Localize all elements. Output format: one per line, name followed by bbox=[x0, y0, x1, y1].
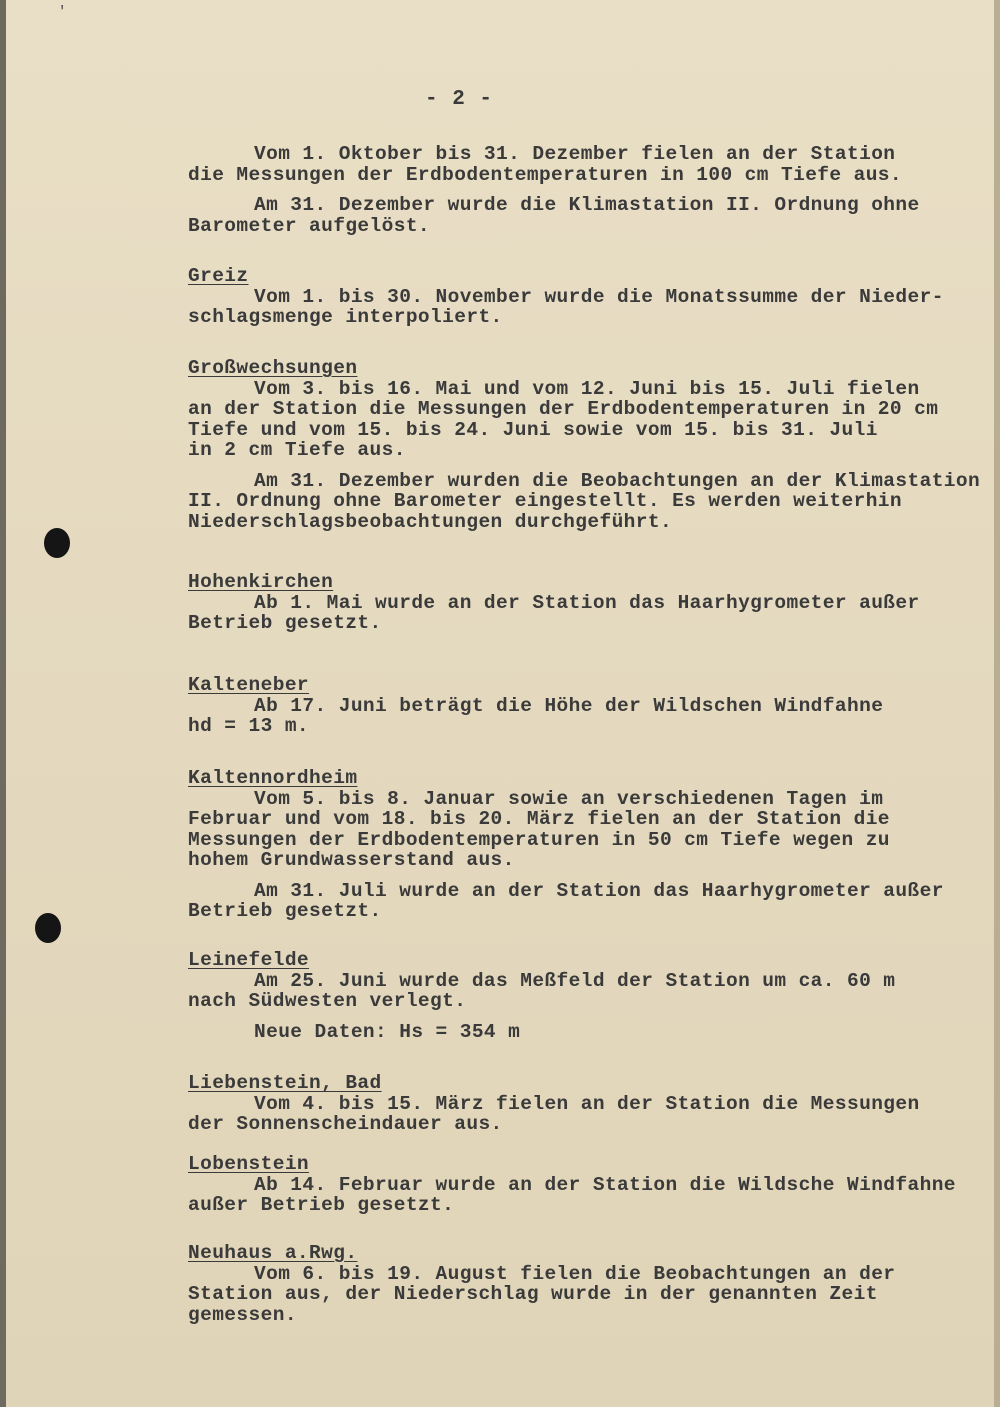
text-line: Vom 5. bis 8. Januar sowie an verschiedenen Tagen im bbox=[254, 787, 884, 810]
text-line: Vom 6. bis 19. August fielen die Beobachtungen an der bbox=[254, 1262, 896, 1285]
section-heading: Lobenstein bbox=[188, 1153, 310, 1175]
text-line: Station aus, der Niederschlag wurde in der genannten Zeit bbox=[188, 1283, 878, 1305]
text-line: Vom 4. bis 15. März fielen an der Station die Messungen bbox=[254, 1092, 920, 1115]
text-line: Barometer aufgelöst. bbox=[188, 214, 431, 237]
text-line: schlagsmenge interpoliert. bbox=[188, 306, 503, 328]
text-line: Februar und vom 18. bis 20. März fielen an der Station die bbox=[188, 808, 890, 830]
punch-hole-lower bbox=[35, 913, 61, 943]
text-line: Messungen der Erdbodentemperaturen in 50 cm Tiefe wegen zu bbox=[188, 828, 890, 851]
section-9 bbox=[188, 1154, 988, 1216]
section-heading: Liebenstein, Bad bbox=[188, 1072, 382, 1094]
section-3 bbox=[188, 358, 988, 532]
section-2 bbox=[188, 266, 988, 328]
text-line: die Messungen der Erdbodentemperaturen in 100 cm Tiefe aus. bbox=[188, 163, 903, 186]
section-7 bbox=[188, 950, 988, 1042]
text-line: nach Südwesten verlegt. bbox=[188, 990, 467, 1012]
section-1 bbox=[188, 144, 988, 236]
text-line: Neue Daten: Hs = 354 m bbox=[254, 1020, 521, 1043]
text-line: Vom 1. bis 30. November wurde die Monatssumme der Nieder- bbox=[254, 285, 944, 308]
text-line: Am 31. Dezember wurden die Beobachtungen an der Klimastation bbox=[254, 469, 981, 492]
punch-hole-upper bbox=[44, 528, 70, 558]
page-edge-right bbox=[994, 0, 1000, 1407]
text-line: gemessen. bbox=[188, 1303, 297, 1326]
section-heading: Leinefelde bbox=[188, 949, 310, 971]
text-line: Niederschlagsbeobachtungen durchgeführt. bbox=[188, 510, 673, 533]
section-heading: Hohenkirchen bbox=[188, 571, 334, 593]
page-number: - 2 - bbox=[425, 88, 494, 111]
margin-mark: ' bbox=[58, 4, 67, 20]
section-heading: Neuhaus a.Rwg. bbox=[188, 1242, 358, 1264]
section-5 bbox=[188, 675, 988, 737]
section-heading: Greiz bbox=[188, 265, 249, 287]
text-line: Betrieb gesetzt. bbox=[188, 900, 382, 922]
section-10 bbox=[188, 1243, 988, 1325]
text-line: in 2 cm Tiefe aus. bbox=[188, 439, 406, 461]
text-line: Ab 1. Mai wurde an der Station das Haarhygrometer außer bbox=[254, 591, 920, 614]
text-line: außer Betrieb gesetzt. bbox=[188, 1194, 455, 1216]
text-line: Am 25. Juni wurde das Meßfeld der Station um ca. 60 m bbox=[254, 969, 896, 992]
text-line: Betrieb gesetzt. bbox=[188, 612, 382, 634]
text-line: Ab 14. Februar wurde an der Station die Wildsche Windfahne bbox=[254, 1173, 956, 1196]
text-line: II. Ordnung ohne Barometer eingestellt. Es werden weiterhin bbox=[188, 490, 903, 512]
section-heading: Kalteneber bbox=[188, 674, 310, 696]
text-line: Vom 1. Oktober bis 31. Dezember fielen an der Station bbox=[254, 143, 896, 165]
text-line: Am 31. Juli wurde an der Station das Haarhygrometer außer bbox=[254, 879, 944, 902]
text-line: Ab 17. Juni beträgt die Höhe der Wildschen Windfahne bbox=[254, 694, 884, 717]
text-line: Tiefe und vom 15. bis 24. Juni sowie vom 15. bis 31. Juli bbox=[188, 418, 878, 441]
text-line: hohem Grundwasserstand aus. bbox=[188, 849, 515, 871]
section-4 bbox=[188, 572, 988, 634]
text-line: hd = 13 m. bbox=[188, 715, 310, 737]
page-edge-left bbox=[0, 0, 6, 1407]
text-line: an der Station die Messungen der Erdbodentemperaturen in 20 cm bbox=[188, 398, 939, 420]
section-heading: Großwechsungen bbox=[188, 357, 358, 379]
section-8 bbox=[188, 1073, 988, 1135]
section-6 bbox=[188, 768, 988, 922]
text-line: der Sonnenscheindauer aus. bbox=[188, 1113, 503, 1135]
text-line: Vom 3. bis 16. Mai und vom 12. Juni bis 15. Juli fielen bbox=[254, 377, 920, 400]
text-line: Am 31. Dezember wurde die Klimastation II. Ordnung ohne bbox=[254, 194, 920, 216]
section-heading: Kaltennordheim bbox=[188, 767, 358, 789]
